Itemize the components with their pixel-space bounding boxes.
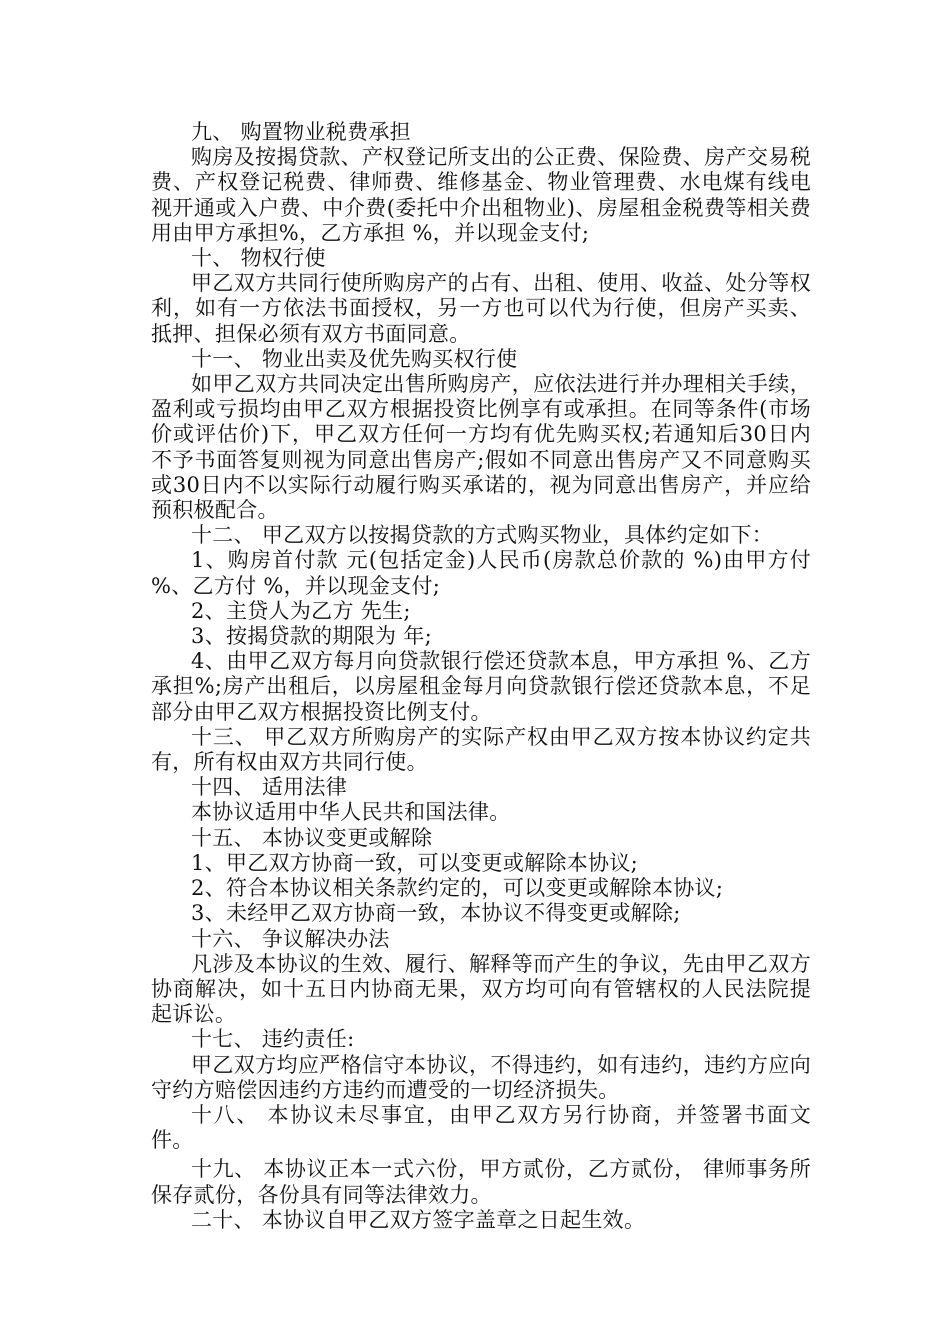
list-item-change-3: 3、未经甲乙双方协商一致，本协议不得变更或解除; <box>191 901 681 926</box>
list-item-loan-term: 3、按揭贷款的期限为 年; <box>191 624 433 649</box>
section-heading-16: 十六、 争议解决办法 <box>191 926 390 951</box>
paragraph-breach: 甲乙双方均应严格信守本协议，不得违约，如有违约，违约方应向守约方赔偿因违约方违约而遭受的一切经济损失。 <box>151 1052 811 1102</box>
paragraph-dispute: 凡涉及本协议的生效、履行、解释等而产生的争议，先由甲乙双方协商解决，如十五日内协商无果，双方均可向有管辖权的人民法院提起诉讼。 <box>151 951 811 1027</box>
section-20-effective: 二十、 本协议自甲乙双方签字盖章之日起生效。 <box>191 1207 646 1232</box>
section-heading-10: 十、 物权行使 <box>191 246 326 271</box>
section-heading-15: 十五、 本协议变更或解除 <box>191 825 433 850</box>
paragraph-tax-fees: 购房及按揭贷款、产权登记所支出的公正费、保险费、房产交易税费、产权登记税费、律师费、维修基金、物业管理费、水电煤有线电视开通或入户费、中介费(委托中介出租物业)、房屋租金税费等相关费用由甲方承担%，乙方承担 %，并以现金支付; <box>151 145 811 245</box>
section-heading-14: 十四、 适用法律 <box>191 775 348 800</box>
paragraph-sale-preemption: 如甲乙双方共同决定出售所购房产，应依法进行并办理相关手续，盈利或亏损均由甲乙双方根据投资比例享有或承担。在同等条件(市场价或评估价)下，甲乙双方任何一方均有优先购买权;若通知后30日内不予书面答复则视为同意出售房产;假如不同意出售房产又不同意购买或30日内不以实际行动履行购买承诺的，视为同意出售房产，并应给预积极配合。 <box>151 372 811 523</box>
section-19-copies: 十九、 本协议正本一式六份，甲方贰份，乙方贰份， 律师事务所保存贰份，各份具有同等法律效力。 <box>151 1157 811 1207</box>
document-body <box>151 120 811 1233</box>
list-item-main-borrower: 2、主贷人为乙方 先生; <box>191 598 411 623</box>
section-heading-12: 十二、 甲乙双方以按揭贷款的方式购买物业，具体约定如下： <box>191 523 774 548</box>
list-item-change-2: 2、符合本协议相关条款约定的，可以变更或解除本协议; <box>191 876 724 901</box>
section-heading-17: 十七、 违约责任: <box>191 1027 355 1052</box>
list-item-repayment: 4、由甲乙双方每月向贷款银行偿还贷款本息，甲方承担 %、乙方承担%;房产出租后，以房屋租金每月向贷款银行偿还贷款本息，不足部分由甲乙双方根据投资比例支付。 <box>151 649 811 724</box>
section-13-ownership: 十三、 甲乙双方所购房产的实际产权由甲乙双方按本协议约定共有，所有权由双方共同行使。 <box>151 724 811 775</box>
paragraph-applicable-law: 本协议适用中华人民共和国法律。 <box>191 800 511 825</box>
section-heading-11: 十一、 物业出卖及优先购买权行使 <box>191 346 518 371</box>
list-item-down-payment: 1、购房首付款 元(包括定金)人民币(房款总价款的 %)由甲方付 %、乙方付 %，并以现金支付; <box>151 548 811 598</box>
section-18-other-matters: 十八、 本协议未尽事宜，由甲乙双方另行协商，并签署书面文件。 <box>151 1102 811 1153</box>
paragraph-property-rights: 甲乙双方共同行使所购房产的占有、出租、使用、收益、处分等权利，如有一方依法书面授权，另一方也可以代为行使，但房产买卖、抵押、担保必须有双方书面同意。 <box>151 271 811 346</box>
list-item-change-1: 1、甲乙双方协商一致，可以变更或解除本协议; <box>191 850 639 875</box>
section-heading-9: 九、 购置物业税费承担 <box>191 120 411 144</box>
